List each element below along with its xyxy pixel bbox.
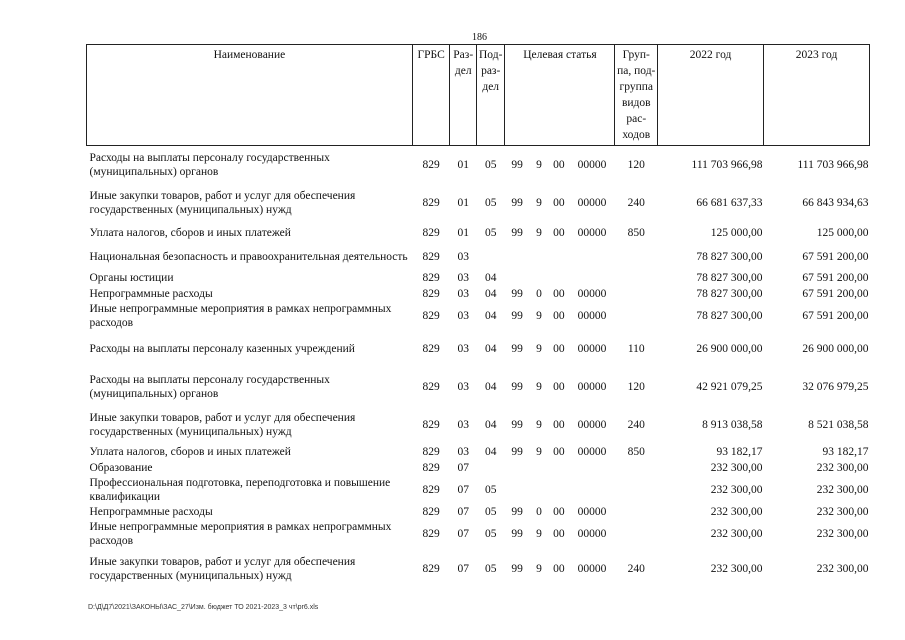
row-target-subprogram: [529, 270, 548, 286]
row-amount-2022: 232 300,00: [710, 505, 763, 518]
row-target-program: 99: [511, 287, 523, 300]
row-razdel: 07: [457, 461, 469, 474]
row-razdel: 01: [457, 196, 469, 209]
row-expense-type: [615, 460, 658, 476]
row-target-program: 99: [511, 562, 523, 575]
row-amount-2023: 8 521 038,58: [808, 418, 869, 431]
table-row: [87, 302, 870, 330]
row-razdel: 07: [457, 562, 469, 575]
row-amount-2022: 42 921 079,25: [696, 380, 763, 393]
row-target-subprogram: 9: [536, 380, 542, 393]
row-name: Иные закупки товаров, работ и услуг для обеспечения государственных (муниципальных) нужд: [89, 555, 356, 582]
row-amount-2023: 232 300,00: [816, 562, 869, 575]
row-amount-2023: 67 591 200,00: [802, 287, 869, 300]
row-name: Органы юстиции: [89, 271, 174, 284]
row-target-direction: [569, 460, 615, 476]
table-row: [87, 406, 870, 444]
row-grbs: 829: [422, 342, 440, 355]
page-number: 186: [472, 32, 487, 43]
row-target-program: [505, 270, 529, 286]
row-amount-2022: 93 182,17: [716, 445, 763, 458]
row-target-subprogram: 9: [536, 418, 542, 431]
row-target-direction: 00000: [577, 342, 607, 355]
row-amount-2023: 232 300,00: [816, 461, 869, 474]
row-grbs: 829: [422, 483, 440, 496]
row-target-program: 99: [511, 380, 523, 393]
row-target-subprogram: [529, 244, 548, 270]
row-amount-2022: 78 827 300,00: [696, 309, 763, 322]
row-expense-type: [615, 286, 658, 302]
row-target-subprogram: 9: [536, 196, 542, 209]
row-name: Расходы на выплаты персоналу государственных (муниципальных) органов: [89, 373, 330, 400]
row-podrazdel: 05: [484, 483, 497, 496]
row-amount-2023: 26 900 000,00: [802, 342, 869, 355]
row-amount-2023: 93 182,17: [822, 445, 869, 458]
row-razdel: 03: [457, 271, 469, 284]
table-row: [87, 244, 870, 270]
header-expense-type: Груп-па, под-группа видов рас-ходов: [615, 45, 658, 146]
row-target-event: 00: [553, 196, 565, 209]
row-target-subprogram: 9: [529, 146, 548, 184]
row-target-event: 00: [553, 309, 565, 322]
header-razdel: Раз-дел: [450, 45, 476, 146]
file-path-footer: D:\Д\Д7\2021\ЗАКОНЫ\ЗАС_27\Изм. бюджет ТО 2021-2023_3 чт\pr6.xls: [88, 604, 319, 611]
row-expense-type: [615, 302, 658, 330]
row-target-direction: 00000: [577, 287, 607, 300]
row-amount-2022: 111 703 966,98: [658, 146, 764, 184]
row-target-direction: 00000: [569, 146, 615, 184]
row-grbs: 829: [422, 287, 440, 300]
table-row: [87, 548, 870, 590]
row-name: Уплата налогов, сборов и иных платежей: [89, 226, 291, 239]
row-target-direction: 00000: [577, 445, 607, 458]
row-grbs: 829: [422, 226, 440, 239]
row-expense-type: 110: [627, 342, 645, 355]
row-amount-2022: 232 300,00: [710, 483, 763, 496]
row-expense-type: 120: [615, 146, 658, 184]
row-podrazdel: 05: [484, 505, 497, 518]
row-grbs: 829: [422, 527, 440, 540]
row-podrazdel: 04: [484, 271, 497, 284]
table-header: [87, 45, 870, 146]
row-expense-type: [615, 270, 658, 286]
row-podrazdel: 04: [484, 418, 497, 431]
row-name: Расходы на выплаты персоналу казенных учреждений: [89, 342, 355, 355]
row-grbs: 829: [412, 146, 450, 184]
row-razdel: 03: [457, 380, 469, 393]
row-razdel: 03: [457, 287, 469, 300]
row-name: Профессиональная подготовка, переподготовка и повышение квалификации: [89, 476, 391, 503]
row-amount-2022: 26 900 000,00: [696, 342, 763, 355]
row-amount-2022: 78 827 300,00: [696, 250, 763, 263]
row-amount-2022: 232 300,00: [710, 527, 763, 540]
row-target-event: 00: [553, 445, 565, 458]
table-row: [87, 330, 870, 368]
row-amount-2022: 8 913 038,58: [702, 418, 763, 431]
table-row: [87, 460, 870, 476]
row-podrazdel: 05: [484, 527, 497, 540]
table-row: [87, 520, 870, 548]
row-target-program: 99: [511, 196, 523, 209]
row-razdel: 03: [457, 250, 469, 263]
row-amount-2023: 67 591 200,00: [802, 271, 869, 284]
row-target-program: [505, 244, 529, 270]
row-target-direction: 00000: [577, 418, 607, 431]
row-target-subprogram: 9: [536, 226, 542, 239]
row-target-subprogram: 9: [536, 342, 542, 355]
table-row: [87, 368, 870, 406]
row-amount-2023: 66 843 934,63: [802, 196, 869, 209]
row-target-direction: 00000: [577, 505, 607, 518]
row-amount-2023: 67 591 200,00: [802, 309, 869, 322]
row-target-subprogram: 0: [536, 287, 542, 300]
row-amount-2023: 232 300,00: [816, 505, 869, 518]
row-podrazdel: 04: [484, 380, 497, 393]
row-expense-type: [615, 504, 658, 520]
table-row: [87, 444, 870, 460]
row-grbs: 829: [422, 380, 440, 393]
row-razdel: 07: [457, 483, 469, 496]
table-row: [87, 270, 870, 286]
row-target-program: 99: [511, 342, 523, 355]
row-target-event: 00: [553, 380, 565, 393]
table-row: [87, 476, 870, 504]
row-amount-2023: 125 000,00: [816, 226, 869, 239]
row-expense-type: 850: [627, 445, 645, 458]
row-grbs: 829: [422, 250, 440, 263]
row-amount-2022: 66 681 637,33: [696, 196, 763, 209]
row-razdel: 03: [457, 309, 469, 322]
row-amount-2022: 232 300,00: [710, 562, 763, 575]
row-target-program: 99: [511, 445, 523, 458]
row-podrazdel: 04: [484, 309, 497, 322]
row-name: Образование: [89, 461, 153, 474]
row-target-event: [549, 476, 569, 504]
row-target-direction: [569, 476, 615, 504]
row-target-event: 00: [553, 287, 565, 300]
row-target-program: [505, 476, 529, 504]
table-row: [87, 504, 870, 520]
row-target-event: 00: [553, 418, 565, 431]
row-target-event: 00: [553, 342, 565, 355]
row-grbs: 829: [422, 196, 440, 209]
row-expense-type: 120: [627, 380, 645, 393]
row-podrazdel: 04: [484, 342, 497, 355]
row-name: Иные непрограммные мероприятия в рамках непрограммных расходов: [89, 302, 392, 329]
row-podrazdel: 04: [484, 287, 497, 300]
row-razdel: 03: [457, 418, 469, 431]
row-name: Уплата налогов, сборов и иных платежей: [89, 445, 291, 458]
row-podrazdel: [476, 460, 505, 476]
header-name: Наименование: [87, 45, 413, 146]
row-target-event: [549, 460, 569, 476]
header-year-2023: 2023 год: [764, 45, 870, 146]
row-amount-2023: 67 591 200,00: [802, 250, 869, 263]
header-year-2022: 2022 год: [658, 45, 764, 146]
row-podrazdel: [476, 244, 505, 270]
row-amount-2023: 32 076 979,25: [802, 380, 869, 393]
row-grbs: 829: [422, 445, 440, 458]
table-row: [87, 146, 870, 184]
row-podrazdel: 05: [476, 146, 505, 184]
row-name: Расходы на выплаты персоналу государственных (муниципальных) органов: [87, 146, 413, 184]
row-name: Иные непрограммные мероприятия в рамках непрограммных расходов: [89, 520, 392, 547]
row-expense-type: 850: [627, 226, 645, 239]
row-grbs: 829: [422, 418, 440, 431]
row-target-direction: 00000: [577, 309, 607, 322]
row-grbs: 829: [422, 309, 440, 322]
row-amount-2022: 125 000,00: [710, 226, 763, 239]
row-expense-type: [615, 520, 658, 548]
row-expense-type: [615, 244, 658, 270]
row-target-subprogram: 9: [536, 527, 542, 540]
row-razdel: 01: [450, 146, 476, 184]
row-target-direction: 00000: [577, 196, 607, 209]
row-target-program: 99: [511, 505, 523, 518]
row-amount-2023: 232 300,00: [816, 483, 869, 496]
header-grbs: ГРБС: [412, 45, 450, 146]
table-body: [87, 146, 870, 590]
row-amount-2022: 78 827 300,00: [696, 271, 763, 284]
row-target-event: 00: [553, 562, 565, 575]
row-razdel: 03: [457, 342, 469, 355]
row-grbs: 829: [422, 562, 440, 575]
row-expense-type: 240: [627, 418, 645, 431]
row-target-direction: 00000: [577, 380, 607, 393]
row-podrazdel: 05: [484, 562, 497, 575]
row-name: Иные закупки товаров, работ и услуг для обеспечения государственных (муниципальных) нужд: [89, 189, 356, 216]
row-razdel: 07: [457, 527, 469, 540]
row-target-event: [549, 270, 569, 286]
row-grbs: 829: [422, 271, 440, 284]
row-target-program: 99: [511, 418, 523, 431]
row-target-subprogram: 9: [536, 309, 542, 322]
row-target-direction: [569, 270, 615, 286]
row-amount-2023: 111 703 966,98: [764, 146, 870, 184]
row-podrazdel: 05: [484, 226, 497, 239]
row-target-direction: 00000: [577, 527, 607, 540]
table-row: [87, 222, 870, 244]
row-target-subprogram: 9: [536, 562, 542, 575]
row-grbs: 829: [422, 461, 440, 474]
row-target-subprogram: [529, 460, 548, 476]
row-target-event: [549, 244, 569, 270]
row-target-direction: [569, 244, 615, 270]
row-expense-type: 240: [627, 196, 645, 209]
row-target-program: 99: [511, 309, 523, 322]
table-row: [87, 184, 870, 222]
row-amount-2022: 232 300,00: [710, 461, 763, 474]
row-target-subprogram: 0: [536, 505, 542, 518]
row-target-event: 00: [549, 146, 569, 184]
row-target-event: 00: [553, 527, 565, 540]
header-target-article: Целевая статья: [505, 45, 615, 146]
budget-table: [86, 44, 870, 590]
row-target-subprogram: 9: [536, 445, 542, 458]
table-row: [87, 286, 870, 302]
row-grbs: 829: [422, 505, 440, 518]
row-expense-type: [615, 476, 658, 504]
row-expense-type: 240: [627, 562, 645, 575]
row-target-subprogram: [529, 476, 548, 504]
row-razdel: 01: [457, 226, 469, 239]
row-name: Непрограммные расходы: [89, 287, 213, 300]
row-podrazdel: 04: [484, 445, 497, 458]
row-target-program: [505, 460, 529, 476]
row-amount-2023: 232 300,00: [816, 527, 869, 540]
row-name: Непрограммные расходы: [89, 505, 213, 518]
row-razdel: 03: [457, 445, 469, 458]
row-target-direction: 00000: [577, 562, 607, 575]
row-name: Иные закупки товаров, работ и услуг для обеспечения государственных (муниципальных) нужд: [89, 411, 356, 438]
row-target-event: 00: [553, 226, 565, 239]
row-razdel: 07: [457, 505, 469, 518]
row-amount-2022: 78 827 300,00: [696, 287, 763, 300]
header-podrazdel: Под-раз-дел: [476, 45, 505, 146]
row-target-program: 99: [511, 226, 523, 239]
row-target-direction: 00000: [577, 226, 607, 239]
row-target-program: 99: [505, 146, 529, 184]
row-target-event: 00: [553, 505, 565, 518]
row-name: Национальная безопасность и правоохранительная деятельность: [89, 250, 408, 263]
row-podrazdel: 05: [484, 196, 497, 209]
row-target-program: 99: [511, 527, 523, 540]
